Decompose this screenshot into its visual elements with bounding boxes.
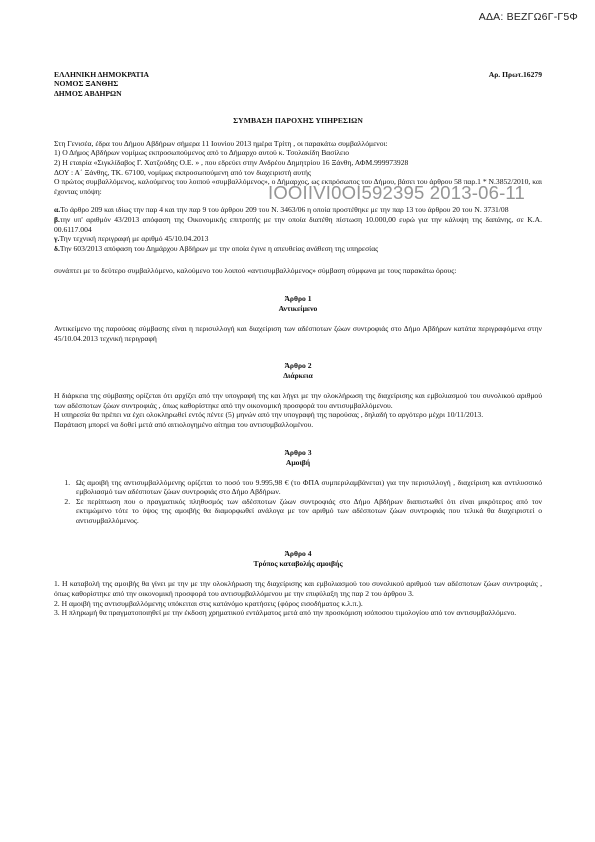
intro-line-2: 1) Ο Δήμος Αβδήρων νομίμως εκπροσωπούμενος από το Δήμαρχο αυτού κ. Τσολακίδη Βασίλειο [54,148,350,158]
consideration-text: Την τεχνική περιγραφή με αριθμό 45/10.04.2013 [59,234,209,244]
consideration-item [54,215,542,234]
consideration-text: Το άρθρο 209 και ιδίως την παρ 4 και την παρ 9 του άρθρου 209 του Ν. 3463/06 η οποία προστέθηκε με την παρ 13 του άρθρου 20 του Ν. 3731/08 [60,205,509,215]
list-item: 1. Ως αμοιβή της αντισυμβαλλόμενης ορίζεται το ποσό του 9.995,98 € (το ΦΠΑ συμπεριλαμβάνεται) για την περισυλλογή , διαχείριση και αντιλυσσικό εμβολιασμό των αδέσποτων ζώων συντροφιάς στο Δήμο Αβδήρων. [72,478,542,497]
article-heading: Αντικείμενο [278,303,318,313]
article-paragraph: Η διάρκεια της σύμβασης ορίζεται ότι αρχίζει από την υπογραφή της και λήγει με την ολοκλήρωση της διαχείρισης και εμβολιασμού του συνολικού αριθμού των αδέσποτων ζώων συντροφιάς , όπως καθορίστηκε από την οικονομική προσφορά του αντισυμβαλλόμενου. [54,391,542,410]
intro-line-4: ΔΟΥ : Α΄ Ξάνθης, ΤΚ. 67100, νομίμως εκπροσωπούμενη από τον διαχειριστή αυτής [54,167,312,177]
intro-block [54,139,542,197]
contract-title: ΣΥΜΒΑΣΗ ΠΑΡΟΧΗΣ ΥΠΗΡΕΣΙΩΝ [233,116,363,126]
article-number: Άρθρο 4 [284,549,312,559]
article-heading: Διάρκεια [283,371,313,381]
consideration-label: β. [54,214,60,224]
issuer-line-2: ΝΟΜΟΣ ΞΑΝΘΗΣ [54,79,119,89]
article-1 [54,294,542,343]
consideration-text: Την 603/2013 απόφαση του Δημάρχου Αβδήρων με την οποία έγινε η απευθείας ανάθεση της υπηρεσίας [59,243,379,253]
article-number: Άρθρο 3 [284,447,312,457]
issuer-line-1: ΕΛΛΗΝΙΚΗ ΔΗΜΟΚΡΑΤΙΑ [54,70,150,79]
intro-line-3: 2) Η εταιρία «Σιγκλίδαβος Γ. Χατζούδης Ο.Ε. » , που εδρεύει στην Ανδρέου Δημητρίου 16 Ξάνθη, ΑΦΜ.999973928 [54,158,409,167]
issuer-line-3: ΔΗΜΟΣ ΑΒΔΗΡΩΝ [54,88,122,98]
consideration-item [54,205,542,215]
protocol-number: Αρ. Πρωτ.16279 [488,70,542,79]
article-4 [54,549,542,617]
issuer-block [54,70,149,98]
document-header [54,70,542,98]
registry-watermark: ΙΟΟΙΙVΙ0ΟΙ592395 2013-06-11 [268,182,526,203]
consideration-text: την υπ' αριθμόν 43/2013 απόφαση της Οικονομικής επιτροπής με την οποία διατέθη πίστωση 10.000,00 ευρώ για την κάλυψη της δαπάνης, σε Κ.Α. 00.6117.004 [54,214,542,234]
intro-line-5: Ο πρώτος συμβαλλόμενος, καλούμενος του λοιπού «συμβαλλόμενος», ο Δήμαρχος, ως εκπρόσωπος του Δήμου, βάσει του άρθρου 58 παρ.1 * Ν.3852/2010, και έχοντας υπόψη: [54,177,542,196]
list-item: 2. Σε περίπτωση που ο πραγματικός πληθυσμός των αδέσποτων ζώων συντροφιάς στο Δήμο Αβδήρων διαπιστωθεί ότι είναι μικρότερος από τον εκτιμώμενο τότε το ύψος της αμοιβής θα διαμορφωθεί ανάλογα με τον αριθμό των αδέσποτων ζώων συντροφιάς που τελικά θα διαχειριστεί ο αντισυμβαλλόμενος. [72,497,542,526]
intro-line-1: Στη Γενισέα, έδρα του Δήμου Αβδήρων σήμερα 11 Ιουνίου 2013 ημέρα Τρίτη , οι παρακάτω συμβαλλόμενοι: [54,138,388,148]
article-paragraph: Η υπηρεσία θα πρέπει να έχει ολοκληρωθεί εντός πέντε (5) μηνών από την υπογραφή της παρούσας , δηλαδή το αργότερο μέχρι 10/11/2013. [54,410,484,420]
article-heading: Αμοιβή [285,457,311,467]
article-paragraph: 1. Η καταβολή της αμοιβής θα γίνει με την με την ολοκλήρωση της διαχείρισης και εμβολιασμού του συνολικού αριθμού των αδέσποτων ζώων συντροφιάς , όπως καθορίστηκε από την οικονομική προσφορά του αντισυμβαλλόμενου με την επιφύλαξη της παρ 2 του άρθρου 3. [54,579,542,599]
consideration-label: γ. [54,234,60,244]
agreement-paragraph: συνάπτει με το δεύτερο συμβαλλόμενο, καλούμενο του λοιπού «αντισυμβαλλόμενος» σύμβαση σύμφωνα με τους παρακάτω όρους: [54,266,457,276]
consideration-label: α. [54,205,61,215]
contract-document [54,70,542,618]
consideration-item [54,234,542,244]
article-paragraph: 3. Η πληρωμή θα πραγματοποιηθεί με την έκδοση χρηματικού εντάλματος μετά από την προσκόμιση ισόποσου τιμολογίου από τον αντισυμβαλλόμενο. [54,608,517,618]
ada-code: ΑΔΑ: ΒΕΖΓΩ6Γ-Γ5Φ [478,11,578,23]
article-2 [54,361,542,429]
fee-terms-list [54,478,542,526]
article-number: Άρθρο 1 [284,293,312,303]
article-paragraph: Παράταση μπορεί να δοθεί μετά από αιτιολογημένο αίτημα του αντισυμβαλλομένου. [54,419,314,429]
article-paragraph: 2. Η αμοιβή της αντισυμβαλλόμενης υπόκειται στις κατάνόμο κρατήσεις (φόρος εισοδήματος κ.λ.π.). [54,598,363,608]
article-heading: Τρόπος καταβολής αμοιβής [253,559,343,569]
consideration-label: δ. [54,243,60,253]
article-3 [54,448,542,526]
consideration-item [54,244,542,254]
article-number: Άρθρο 2 [284,361,312,371]
considerations-list [54,205,542,253]
article-text: Αντικείμενο της παρούσας σύμβασης είναι η περισυλλογή και διαχείριση των αδέσποτων ζώων συντροφιάς στο Δήμο Αβδήρων κατάτα περιγραφόμενα στην 45/10.04.2013 τεχνική περιγραφή [54,323,542,343]
